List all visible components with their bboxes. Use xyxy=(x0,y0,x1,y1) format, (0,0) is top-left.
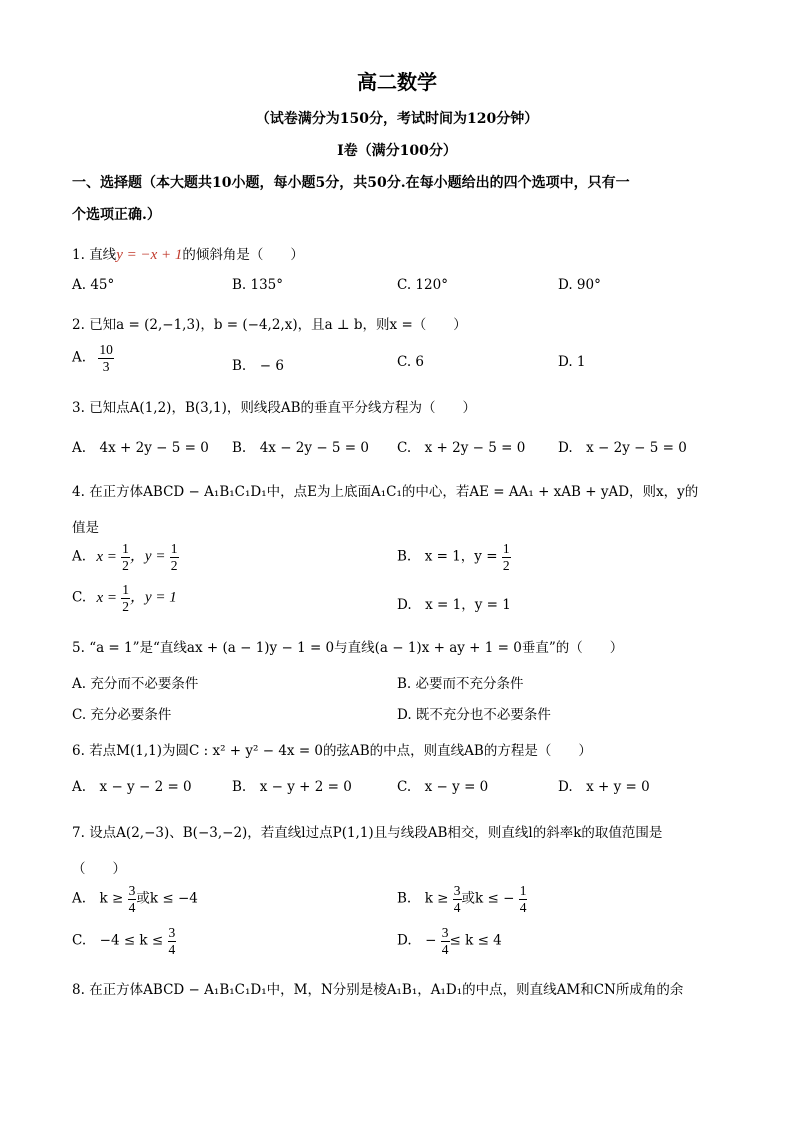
option-a: A. k ≥ $\frac{3}{4}$ 或k ≤ −4 xyxy=(72,883,198,915)
option-b: B. 必要而不充分条件 xyxy=(397,676,524,692)
question-number: 1. xyxy=(72,247,85,263)
fraction: $\frac{1}{2}$ xyxy=(122,582,130,614)
option-a: A. x = $\frac{1}{2}$ ，y = $\frac{1}{2}$ xyxy=(72,541,178,573)
question-text: 若点M(1,1)为圆C : x² + y² − 4x = 0的弦AB的中点，则直线AB的方程是（ ） xyxy=(89,743,592,759)
question-text: 已知点A(1,2)，B(3,1)，则线段AB的垂直平分线方程为（ ） xyxy=(89,400,477,416)
question-number: 8. xyxy=(72,982,85,998)
question-6 xyxy=(72,739,592,759)
question-8 xyxy=(72,978,683,998)
option-b: B. − 6 xyxy=(232,358,284,374)
page-title: 高二数学 xyxy=(357,70,437,94)
option-d: D. x − 2y − 5 = 0 xyxy=(558,440,687,456)
section-heading-line2: 个选项正确.） xyxy=(72,207,161,223)
fraction: $\frac{3}{4}$ xyxy=(168,925,176,957)
option-d: D. 1 xyxy=(558,354,586,370)
option-b: B. x = 1，y = $\frac{1}{2}$ xyxy=(397,541,510,573)
fraction: $\frac{3}{4}$ xyxy=(441,925,449,957)
part-heading: Ⅰ卷（满分100分） xyxy=(337,143,457,159)
option-d: D. x + y = 0 xyxy=(558,779,650,795)
option-d: D. 90° xyxy=(558,277,601,293)
question-text: 直线 xyxy=(89,247,117,263)
question-number: 7. xyxy=(72,825,85,841)
question-text: “a = 1”是“直线ax + (a − 1)y − 1 = 0与直线(a − 1)x + ay + 1 = 0垂直”的（ ） xyxy=(89,640,624,656)
option-b: B. k ≥ $\frac{3}{4}$ 或k ≤ − $\frac{1}{4}$ xyxy=(397,883,527,915)
option-c: C. −4 ≤ k ≤ $\frac{3}{4}$ xyxy=(72,925,176,957)
option-c: C. x − y = 0 xyxy=(397,779,489,795)
question-text: 在正方体ABCD − A₁B₁C₁D₁中，点E为上底面A₁C₁的中心，若AE = AA₁ + xAB + yAD，则x，y的 xyxy=(89,484,699,500)
question-number: 4. xyxy=(72,484,85,500)
section-heading-line1: 一、选择题（本大题共10小题，每小题5分，共50分.在每小题给出的四个选项中，只有一 xyxy=(72,175,630,191)
fraction: $\frac{1}{2}$ xyxy=(502,541,510,573)
question-number: 3. xyxy=(72,400,85,416)
fraction: $\frac{10}{3}$ xyxy=(99,342,113,374)
option-b: B. 135° xyxy=(232,277,284,293)
fraction: $\frac{3}{4}$ xyxy=(128,883,136,915)
question-number: 6. xyxy=(72,743,85,759)
option-a: A. 充分而不必要条件 xyxy=(72,676,199,692)
option-c: C. x + 2y − 5 = 0 xyxy=(397,440,526,456)
equation: y = −x + 1 xyxy=(116,247,183,263)
option-b: B. x − y + 2 = 0 xyxy=(232,779,352,795)
option-b: B. 4x − 2y − 5 = 0 xyxy=(232,440,369,456)
option-c: C. x = $\frac{1}{2}$ ，y = 1 xyxy=(72,582,177,614)
question-4-continued: 值是 xyxy=(72,520,99,536)
question-3 xyxy=(72,396,476,416)
question-7-continued: （ ） xyxy=(72,861,126,877)
option-d: D. − $\frac{3}{4}$ ≤ k ≤ 4 xyxy=(397,925,502,957)
option-a: A. x − y − 2 = 0 xyxy=(72,779,192,795)
fraction: $\frac{1}{4}$ xyxy=(519,883,527,915)
question-number: 2. xyxy=(72,317,85,333)
question-4 xyxy=(72,480,698,500)
option-a: A. 45° xyxy=(72,277,115,293)
option-c: C. 120° xyxy=(397,277,448,293)
question-text: 设点A(2,−3)、B(−3,−2)，若直线l过点P(1,1)且与线段AB相交，则直线l的斜率k的取值范围是 xyxy=(89,825,663,841)
option-d: D. x = 1，y = 1 xyxy=(397,597,511,613)
question-7 xyxy=(72,821,662,841)
question-5 xyxy=(72,636,623,656)
option-c: C. 充分必要条件 xyxy=(72,707,172,723)
fraction: $\frac{3}{4}$ xyxy=(453,883,461,915)
question-number: 5. xyxy=(72,640,85,656)
fraction: $\frac{1}{2}$ xyxy=(170,541,178,573)
question-1 xyxy=(72,243,304,264)
exam-info: （试卷满分为150分，考试时间为120分钟） xyxy=(255,111,539,127)
question-2 xyxy=(72,313,467,333)
option-c: C. 6 xyxy=(397,354,425,370)
question-text: 已知a = (2,−1,3)，b = (−4,2,x)，且a ⊥ b，则x =（ ） xyxy=(89,317,467,333)
question-text: 的倾斜角是（ ） xyxy=(182,247,304,263)
fraction: $\frac{1}{2}$ xyxy=(122,541,129,573)
option-a: A. $\frac{10}{3}$ xyxy=(72,342,113,374)
option-a: A. 4x + 2y − 5 = 0 xyxy=(72,440,209,456)
question-text: 在正方体ABCD − A₁B₁C₁D₁中，M，N分别是棱A₁B₁，A₁D₁的中点，则直线AM和CN所成角的余 xyxy=(89,982,684,998)
option-d: D. 既不充分也不必要条件 xyxy=(397,707,551,723)
